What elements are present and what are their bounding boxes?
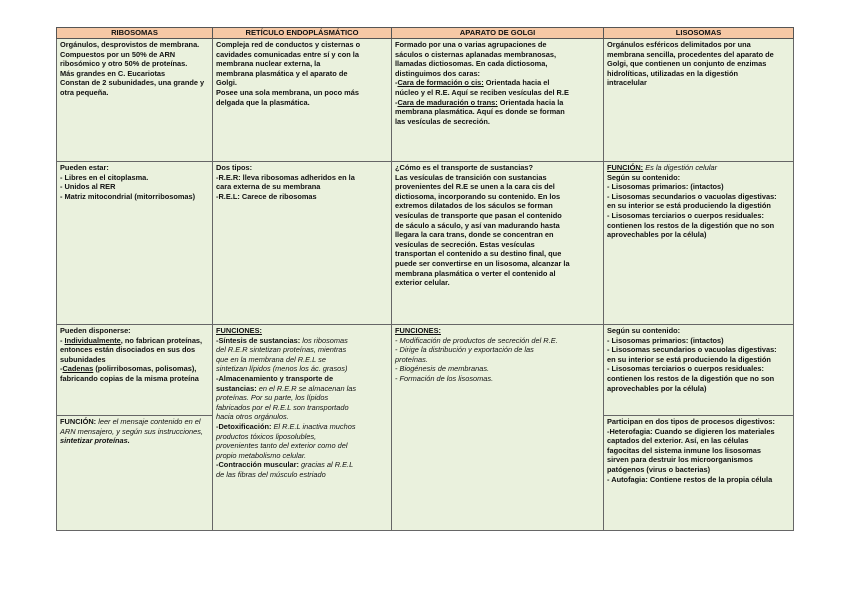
text-run: provenientes tanto del exterior como del	[216, 441, 348, 451]
text-line	[216, 432, 388, 442]
text-line	[395, 240, 600, 250]
text-run: captados del exterior. Así, en las células	[607, 436, 749, 446]
text-run: llegara la cara trans, donde se concentran en	[395, 230, 554, 240]
text-run: - Biogénesis de membranas.	[395, 364, 490, 374]
text-line	[607, 163, 790, 173]
text-line	[607, 78, 790, 88]
text-run: gracias al R.E.L	[301, 460, 354, 470]
text-line	[607, 465, 790, 475]
text-line	[607, 59, 790, 69]
text-line	[60, 364, 209, 374]
text-line	[60, 163, 209, 173]
text-run: fagocitas del sistema inmune los lisosomas	[607, 445, 762, 455]
text-run: Más grandes en C. Eucariotas	[60, 68, 166, 78]
text-run: El R.E.L inactiva muchos	[273, 421, 356, 431]
text-line	[216, 326, 388, 336]
text-line	[607, 436, 790, 446]
text-run: membrana plasmática. Aquí es donde se forman	[395, 107, 565, 117]
text-run: Posee una sola membrana, un poco más	[216, 87, 359, 97]
header-aparato-de-golgi: APARATO DE GOLGI	[392, 28, 604, 39]
text-line	[395, 259, 600, 269]
text-run: aprovechables por la célula)	[607, 383, 707, 393]
text-run: cavidades comunicadas entre sí y con la	[216, 49, 359, 59]
lisosomas-content-cell	[604, 325, 794, 416]
text-line	[607, 173, 790, 183]
text-run: ¿Cómo es el transporte de sustancias?	[395, 163, 533, 172]
text-line	[216, 451, 388, 461]
text-run: hidrolíticas, utilizadas en la digestión	[607, 68, 739, 78]
text-line	[395, 117, 600, 127]
text-run: contienen los restos de la digestión que no son	[607, 373, 775, 383]
text-run: FUNCIÓN:	[607, 163, 644, 172]
text-line	[607, 345, 790, 355]
text-line	[60, 345, 209, 355]
text-run: puede ser convertirse en un lisosoma, alcanzar la	[395, 258, 570, 268]
text-run: las vesículas de secreción.	[395, 116, 490, 126]
text-line	[216, 163, 388, 173]
golgi-transport-cell	[392, 162, 604, 325]
text-run: - Lisosomas primarios: (intactos)	[607, 182, 724, 192]
text-run: (polirribosomas, polisomas),	[93, 364, 197, 374]
text-run: vesículas de secreción. Estas vesículas	[395, 239, 535, 249]
text-line	[216, 384, 388, 394]
text-line	[216, 182, 388, 192]
text-line	[395, 173, 600, 183]
text-run: intracelular	[607, 78, 647, 88]
text-run: Constan de 2 subunidades, una grande y	[60, 78, 205, 88]
text-line	[60, 88, 209, 98]
text-run: Pueden estar:	[60, 163, 109, 172]
text-line	[607, 40, 790, 50]
text-run: vesículas de transporte que pasan el contenido	[395, 210, 562, 220]
text-run: aprovechables por la célula)	[607, 230, 707, 240]
text-run: llamadas dictiosomas. En cada dictiosoma,	[395, 59, 548, 69]
text-line	[395, 192, 600, 202]
text-run: , no fabrican proteínas,	[120, 335, 203, 345]
text-run: que en la membrana del R.E.L se	[216, 354, 326, 364]
text-run: membrana plasmática y el aparato de	[216, 68, 348, 78]
text-run: sáculos o cisternas aplanadas membranosas,	[395, 49, 557, 59]
text-line	[60, 436, 209, 446]
text-run: subunidades	[60, 354, 106, 364]
text-line	[216, 173, 388, 183]
text-line	[607, 336, 790, 346]
text-line	[607, 374, 790, 384]
text-line	[60, 427, 209, 437]
text-run: entonces están disociados en sus dos	[60, 345, 196, 355]
text-run: Orientada hacia el	[483, 78, 550, 88]
text-line	[60, 374, 209, 384]
text-line	[395, 221, 600, 231]
text-run: sintetizan lípidos (menos los ác. grasos)	[216, 364, 348, 374]
lisosomas-definition-cell	[604, 39, 794, 162]
text-run: -Heterofagia: Cuando se digieren los materiales	[607, 426, 775, 436]
text-run: contienen los restos de la digestión que no son	[607, 220, 775, 230]
text-run: sintetizar proteínas.	[60, 436, 130, 446]
text-run: - Modificación de productos de secreción del R.E.	[395, 335, 558, 345]
text-run: Compleja red de conductos y cisternas o	[216, 40, 361, 49]
text-line	[60, 182, 209, 192]
text-run: Golgi.	[216, 78, 237, 88]
lisosomas-processes-cell	[604, 416, 794, 531]
text-line	[395, 269, 600, 279]
text-line	[607, 211, 790, 221]
text-run: hacia otros orgánulos.	[216, 412, 289, 422]
text-run: -Contracción muscular:	[216, 460, 302, 470]
row-functions-a	[57, 325, 794, 416]
text-line	[216, 69, 388, 79]
text-line	[607, 446, 790, 456]
header-row	[57, 28, 794, 39]
text-line	[395, 345, 600, 355]
text-line	[216, 50, 388, 60]
text-run: extremos dilatados de los sáculos se forman	[395, 201, 553, 211]
text-run: en el R.E.R se almacenan las	[258, 383, 357, 393]
text-line	[607, 455, 790, 465]
text-run: -R.E.R: lleva ribosomas adheridos en la	[216, 172, 355, 182]
text-line	[395, 278, 600, 288]
text-run: Orientada hacia la	[497, 97, 564, 107]
text-line	[607, 417, 790, 427]
text-run: Formado por una o varias agrupaciones de	[395, 40, 547, 49]
text-line	[395, 182, 600, 192]
text-run: Golgi, que contienen un conjunto de enzimas	[607, 59, 767, 69]
text-line	[216, 40, 388, 50]
text-run: de las fibras del músculo estriado	[216, 469, 326, 479]
text-line	[216, 364, 388, 374]
ribosomas-definition-cell	[57, 39, 213, 162]
text-run: leer el mensaje contenido en el	[98, 417, 201, 426]
text-run: propio metabolismo celular.	[216, 450, 307, 460]
text-line	[607, 326, 790, 336]
text-run: delgada que la plasmática.	[216, 97, 310, 107]
lisosomas-function-cell	[604, 162, 794, 325]
text-line	[395, 326, 600, 336]
text-line	[60, 40, 209, 50]
organelles-table	[56, 27, 794, 531]
text-run: núcleo y el R.E. Aquí se reciben vesículas del R.E	[395, 87, 569, 97]
text-run: - Libres en el citoplasma.	[60, 172, 149, 182]
text-run: Orgánulos esféricos delimitados por una	[607, 40, 751, 49]
text-run: distinguimos dos caras:	[395, 68, 481, 78]
text-line	[395, 201, 600, 211]
text-run: - Autofagia: Contiene restos de la propia célula	[607, 474, 773, 484]
text-run: membrana plasmática o verter el contenido al	[395, 268, 556, 278]
text-run: productos tóxicos liposolubles,	[216, 431, 317, 441]
text-line	[216, 470, 388, 480]
golgi-definition-cell	[392, 39, 604, 162]
reticulo-definition-cell	[213, 39, 392, 162]
text-line	[216, 393, 388, 403]
header-ribosomas: RIBOSOMAS	[57, 28, 213, 39]
text-run: los ribosomas	[302, 335, 348, 345]
text-line	[60, 355, 209, 365]
text-line	[607, 427, 790, 437]
text-run: Según su contenido:	[607, 172, 681, 182]
text-line	[395, 98, 600, 108]
text-run: fabricando copias de la misma proteína	[60, 373, 199, 383]
text-line	[395, 107, 600, 117]
text-run: FUNCIONES:	[395, 326, 441, 335]
text-line	[395, 374, 600, 384]
text-run: proteínas. Por su parte, los lípidos	[216, 393, 329, 403]
text-run: - Dirige la distribución y exportación de las	[395, 345, 534, 355]
text-run: -Detoxificación:	[216, 421, 274, 431]
text-line	[607, 50, 790, 60]
text-line	[395, 40, 600, 50]
text-run: - Lisosomas terciarios o cuerpos residuales:	[607, 364, 764, 374]
text-run: exterior celular.	[395, 278, 450, 288]
text-line	[216, 412, 388, 422]
text-line	[60, 326, 209, 336]
text-line	[216, 460, 388, 470]
header-lisosomas: LISOSOMAS	[604, 28, 794, 39]
text-line	[60, 417, 209, 427]
text-run: dictiosoma, incorporando su contenido. En los	[395, 191, 561, 201]
text-run: de sáculo a sáculo, y así van madurando hasta	[395, 220, 560, 230]
text-line	[607, 355, 790, 365]
text-run: fabricados por el R.E.L son transportado	[216, 402, 349, 412]
text-run: -R.E.L: Carece de ribosomas	[216, 191, 317, 201]
text-run: transportan el contenido a su destino final, que	[395, 249, 562, 259]
text-line	[60, 173, 209, 183]
text-line	[607, 475, 790, 485]
text-run: - Unidos al RER	[60, 182, 116, 192]
text-line	[216, 403, 388, 413]
text-run: del R.E.R sintetizan proteínas, mientras	[216, 345, 347, 355]
text-line	[395, 69, 600, 79]
text-line	[607, 221, 790, 231]
text-line	[395, 249, 600, 259]
text-run: Cadenas	[62, 364, 94, 374]
text-line	[216, 88, 388, 98]
text-line	[395, 364, 600, 374]
text-run: - Lisosomas secundarios o vacuolas digestivas:	[607, 345, 777, 355]
text-line	[216, 374, 388, 384]
text-run: -	[395, 97, 398, 107]
header-reticulo-endoplasmatico: RETÍCULO ENDOPLÁSMÁTICO	[213, 28, 392, 39]
text-run: sirven para destruir los microorganismos	[607, 455, 753, 465]
text-line	[216, 355, 388, 365]
text-line	[216, 192, 388, 202]
text-run: membrana sencilla, procedentes del aparato de	[607, 49, 774, 59]
text-run: -	[395, 78, 398, 88]
text-line	[395, 336, 600, 346]
text-run: Según su contenido:	[607, 326, 681, 335]
text-run: Cara de maduración o trans:	[397, 97, 498, 107]
text-line	[607, 192, 790, 202]
text-run: en su interior se está produciendo la digestión	[607, 354, 771, 364]
ribosomas-location-cell	[57, 162, 213, 325]
text-line	[395, 88, 600, 98]
golgi-functions-cell	[392, 325, 604, 531]
text-line	[216, 345, 388, 355]
text-run: Individualmente	[64, 335, 121, 345]
text-run: ribosómico y otro 50% de proteínas.	[60, 59, 188, 69]
text-run: - Matriz mitocondrial (mitorribosomas)	[60, 191, 196, 201]
text-run: -Síntesis de sustancias:	[216, 335, 303, 345]
text-run: - Formación de los lisosomas.	[395, 373, 494, 383]
text-run: en su interior se está produciendo la digestión	[607, 201, 771, 211]
ribosomas-arrangement-cell	[57, 325, 213, 416]
text-run: sustancias:	[216, 383, 259, 393]
text-run: Es la digestión celular	[643, 163, 718, 172]
text-line	[60, 336, 209, 346]
text-run: Participan en dos tipos de procesos digestivos:	[607, 417, 775, 426]
text-line	[395, 163, 600, 173]
text-run: -	[60, 364, 63, 374]
text-run: Cara de formación o cis:	[397, 78, 484, 88]
text-run: FUNCIÓN:	[60, 417, 99, 426]
text-line	[607, 384, 790, 394]
text-line	[216, 98, 388, 108]
text-line	[607, 201, 790, 211]
text-run: Compuestos por un 50% de ARN	[60, 49, 176, 59]
text-line	[60, 69, 209, 79]
text-line	[395, 211, 600, 221]
text-run: provenientes del R.E se unen a la cara cis del	[395, 182, 555, 192]
text-line	[60, 192, 209, 202]
text-run: - Lisosomas primarios: (intactos)	[607, 335, 724, 345]
reticulo-functions-cell	[213, 325, 392, 531]
text-run: - Lisosomas secundarios o vacuolas digestivas:	[607, 191, 777, 201]
text-run: patógenos (virus o bacterias)	[607, 464, 711, 474]
text-run: proteínas.	[395, 354, 428, 364]
text-run: otra pequeña.	[60, 87, 109, 97]
text-run: membrana nuclear externa, la	[216, 59, 321, 69]
reticulo-types-cell	[213, 162, 392, 325]
text-run: cara externa de su membrana	[216, 182, 321, 192]
text-line	[216, 441, 388, 451]
text-line	[60, 50, 209, 60]
text-run: Dos tipos:	[216, 163, 253, 172]
text-line	[607, 182, 790, 192]
text-run: ARN mensajero, y según sus instrucciones,	[60, 426, 203, 436]
text-line	[60, 78, 209, 88]
text-line	[395, 230, 600, 240]
text-run: -Almacenamiento y transporte de	[216, 373, 334, 383]
text-line	[60, 59, 209, 69]
text-run: -	[60, 335, 65, 345]
text-run: Orgánulos, desprovistos de membrana.	[60, 40, 200, 49]
text-run: Pueden disponerse:	[60, 326, 131, 335]
row-types	[57, 162, 794, 325]
text-line	[607, 69, 790, 79]
text-line	[395, 355, 600, 365]
text-run: FUNCIONES:	[216, 326, 262, 335]
text-line	[395, 59, 600, 69]
text-run: - Lisosomas terciarios o cuerpos residuales:	[607, 210, 764, 220]
text-line	[216, 422, 388, 432]
text-line	[216, 59, 388, 69]
text-line	[607, 364, 790, 374]
text-line	[216, 78, 388, 88]
text-run: Las vesículas de transición con sustancias	[395, 172, 547, 182]
row-definition	[57, 39, 794, 162]
text-line	[395, 50, 600, 60]
text-line	[395, 78, 600, 88]
text-line	[607, 230, 790, 240]
ribosomas-function-cell	[57, 416, 213, 531]
text-line	[216, 336, 388, 346]
